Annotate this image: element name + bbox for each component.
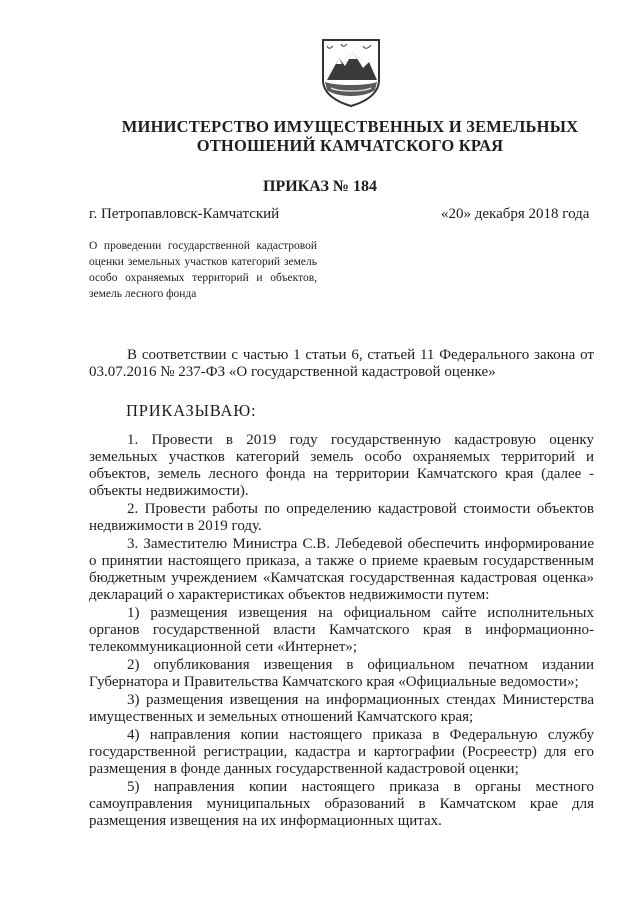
preamble-text: В соответствии с частью 1 статьи 6, статьей 11 Федерального закона от 03.07.2016 № 237-ФЗ «О государственной кадастровой оценке» — [89, 347, 594, 380]
order-subitem-3: 3) размещения извещения на информационных стендах Министерства имущественных и земельных отношений Камчатского края; — [89, 692, 594, 725]
kamchatka-coat-of-arms-icon — [319, 36, 383, 108]
order-item-3: 3. Заместителю Министра С.В. Лебедевой обеспечить информирование о принятии настоящего приказа, а также о приеме краевым государственным бюджетным учреждением «Камчатская государственная кадастровая оценка» деклараций о характеристиках объектов недвижимости путем: — [89, 536, 594, 603]
order-subitem-1: 1) размещения извещения на официальном сайте исполнительных органов государственной власти Камчатского края в информационно-телекоммуникационной сети «Интернет»; — [89, 605, 594, 655]
orders-word: ПРИКАЗЫВАЮ: — [126, 401, 257, 420]
ministry-name-line-2: ОТНОШЕНИЙ КАМЧАТСКОГО КРАЯ — [196, 136, 504, 155]
ministry-name — [60, 117, 640, 155]
order-items — [89, 432, 594, 831]
order-subject: О проведении государственной кадастровой оценки земельных участков категорий земель особо охраняемых территорий и объектов, земель лесного фонда — [89, 240, 317, 300]
order-subitem-2: 2) опубликования извещения в официальном печатном издании Губернатора и Правительства Камчатского края «Официальные ведомости»; — [89, 657, 594, 690]
order-date: «20» декабря 2018 года — [441, 206, 590, 222]
order-title: ПРИКАЗ № 184 — [263, 178, 377, 195]
ministry-name-line-1: МИНИСТЕРСТВО ИМУЩЕСТВЕННЫХ И ЗЕМЕЛЬНЫХ — [121, 117, 579, 136]
order-city: г. Петропавловск-Камчатский — [89, 206, 280, 222]
preamble — [89, 347, 594, 381]
order-subitem-5: 5) направления копии настоящего приказа в органы местного самоуправления муниципальных образований в Камчатском крае для размещения извещения на их информационных щитах. — [89, 779, 594, 829]
order-item-2: 2. Провести работы по определению кадастровой стоимости объектов недвижимости в 2019 году. — [89, 501, 594, 534]
order-item-1: 1. Провести в 2019 году государственную кадастровую оценку земельных участков категорий земель особо охраняемых территорий и объектов, земель лесного фонда на территории Камчатского края (далее - объекты недвижимости). — [89, 432, 594, 499]
order-subitem-4: 4) направления копии настоящего приказа в Федеральную службу государственной регистрации, кадастра и картографии (Росреестр) для его размещения в фонде данных государственной кадастровой оценки; — [89, 727, 594, 777]
